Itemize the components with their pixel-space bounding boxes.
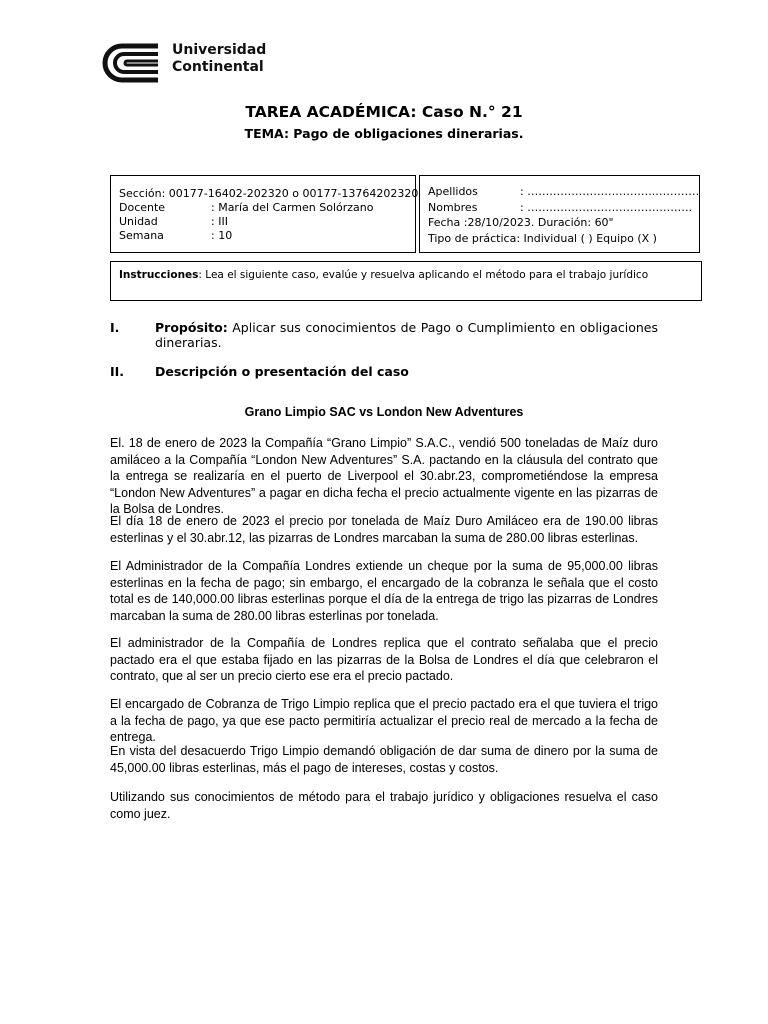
case-paragraph: En vista del desacuerdo Trigo Limpio demandó obligación de dar suma de dinero por la suma de 45,000.00 libras esterlinas, más el pago de intereses, costas y costos. xyxy=(110,744,658,775)
section-number: II. xyxy=(110,364,125,379)
section-description xyxy=(110,364,658,380)
instructions-label: Instrucciones xyxy=(119,269,199,281)
student-info-row xyxy=(428,184,699,200)
student-info-row xyxy=(428,231,699,247)
case-title: Grano Limpio SAC vs London New Adventures xyxy=(244,405,524,419)
name-field[interactable]: : ……………………………………… xyxy=(520,200,693,214)
page-title: TAREA ACADÉMICA: Caso N.° 21 xyxy=(245,103,523,121)
instructions-body: : Lea el siguiente caso, evalúe y resuelva aplicando el método para el trabajo jurídico xyxy=(198,269,649,281)
course-info-box xyxy=(110,175,419,253)
section-number: I. xyxy=(110,320,120,335)
case-paragraph: El día 18 de enero de 2023 el precio por tonelada de Maíz Duro Amiláceo era de 190.00 libras esterlinas y el 30.abr.12, las pizarras de Londres marcaban la suma de 280.00 libras esterlinas. xyxy=(110,514,658,545)
course-info-row xyxy=(119,201,418,215)
section-heading: Descripción o presentación del caso xyxy=(155,364,409,379)
logo-line1: Universidad xyxy=(172,42,267,58)
logo-text xyxy=(172,42,266,76)
course-info-label: Unidad xyxy=(119,215,158,228)
section-body xyxy=(155,320,658,350)
student-info-label: Apellidos xyxy=(428,185,478,198)
course-info-list xyxy=(119,187,418,243)
instructions-text xyxy=(119,269,648,281)
case-paragraph: El administrador de la Compañía de Londres replica que el contrato señalaba que el precio pactado era el que estaba fijado en las pizarras de la Bolsa de Londres el día que celebraron el contrato, que al ser un precio cierto ese era el precio pactado. xyxy=(110,636,658,683)
logo-line2: Continental xyxy=(172,59,264,75)
course-info-row xyxy=(119,229,418,243)
course-info-value: : María del Carmen Solórzano xyxy=(211,201,374,214)
student-info-row xyxy=(428,215,699,231)
course-info-row xyxy=(119,187,418,201)
student-info-row xyxy=(428,200,699,216)
course-info-label: Sección: 00177-16402-202320 o 00177-13764202320 xyxy=(119,187,419,200)
case-paragraph: El. 18 de enero de 2023 la Compañía “Grano Limpio” S.A.C., vendió 500 toneladas de Maíz duro amiláceo a la Compañía “London New Adventures” S.A. pactando en la cláusula del contrato que la entrega se realizaría en el puerto de Liverpool el 30.abr.23, comprometiéndose la empresa “London New Adventures” a pagar en dicha fecha el precio actualmente vigente en las pizarras de la Bolsa de Londres. xyxy=(110,436,658,516)
practice-type-text: Tipo de práctica: Individual ( ) Equipo (X ) xyxy=(428,231,657,245)
section-purpose xyxy=(110,320,658,352)
student-info-box xyxy=(419,175,700,253)
course-info-row xyxy=(119,215,418,229)
university-logo xyxy=(100,38,290,98)
case-paragraph: El Administrador de la Compañía Londres extiende un cheque por la suma de 95,000.00 libras esterlinas en la fecha de pago; sin embargo, el encargado de la cobranza le señala que el costo total es de 140,000.00 libras esterlinas porque el día de la entrega de trigo las pizarras de Londres marcaban la suma de 280.00 libras esterlinas por tonelada. xyxy=(110,559,658,623)
page-subtitle: TEMA: Pago de obligaciones dinerarias. xyxy=(244,126,524,141)
case-paragraph: El encargado de Cobranza de Trigo Limpio replica que el precio pactado era el que tuviera el trigo a la fecha de pago, ya que ese pacto permitiría actualizar el precio real de mercado a la fecha de entrega. xyxy=(110,697,658,744)
section-text: Aplicar sus conocimientos de Pago o Cumplimiento en obligaciones dinerarias. xyxy=(155,320,658,350)
surname-field[interactable]: : ……………………………..………… xyxy=(520,185,700,198)
course-info-value: : 10 xyxy=(211,229,233,242)
case-paragraph: Utilizando sus conocimientos de método para el trabajo jurídico y obligaciones resuelva el caso como juez. xyxy=(110,790,658,821)
date-duration-text: Fecha :28/10/2023. Duración: 60" xyxy=(428,216,614,229)
course-info-label: Semana xyxy=(119,229,164,242)
student-info-label: Nombres xyxy=(428,200,478,214)
course-info-value: : III xyxy=(211,215,228,228)
student-info-list xyxy=(428,184,699,246)
university-logo-icon xyxy=(100,40,162,86)
course-info-label: Docente xyxy=(119,201,166,214)
instructions-box xyxy=(110,261,702,301)
section-heading: Propósito: xyxy=(155,320,228,335)
section-body xyxy=(155,364,658,379)
